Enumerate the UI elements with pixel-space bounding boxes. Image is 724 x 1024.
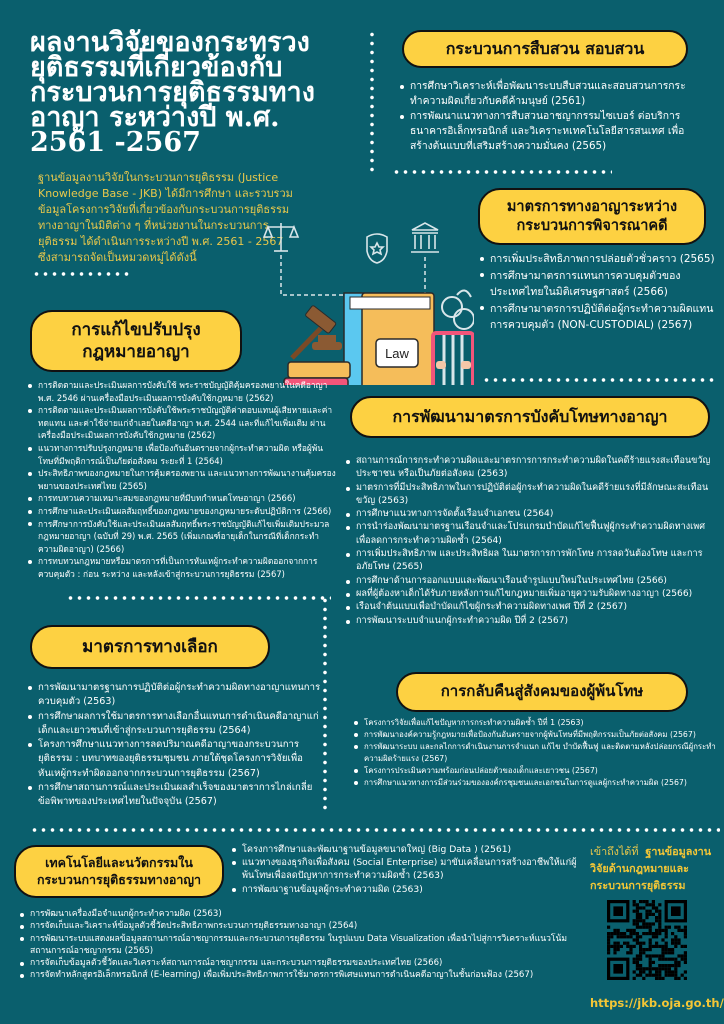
section-title: กฎหมายอาญา — [82, 342, 190, 362]
list-item: การเพิ่มประสิทธิภาพ และประสิทธิผล ในมาตรการการพักโทษ การลดวันต้องโทษ และการอภัยโทษ (2565) — [344, 548, 716, 575]
stacked-book — [288, 362, 350, 378]
title-line: อาญา ระหว่างปี พ.ศ. — [30, 102, 280, 133]
justice-illustration — [262, 215, 474, 385]
technology-list-top — [230, 843, 580, 896]
list-item: โครงการประเมินความพร้อมก่อนปล่อยตัวของเด็กและเยาวชน (2567) — [352, 765, 717, 777]
law-reform-list — [26, 379, 336, 581]
section-title: การแก้ไขปรับปรุง — [71, 319, 201, 340]
title-line: ผลงานวิจัยของกระทรวง — [30, 27, 310, 58]
law-label: Law — [385, 346, 409, 361]
list-item: การศึกษาแนวทางการมีส่วนร่วมขององค์กรชุมชนและเอกชนในการดูแลผู้กระทำความผิด (2567) — [352, 777, 717, 789]
list-item: การพัฒนาแนวทางการสืบสวนอาชญากรรมไซเบอร์ ต่อบริการธนาคารอิเล็กทรอนิกส์ และวิเคราะหเทคโนโลยีสารสนเทศ เพื่อสร้างต้นแบบที่เสริมสร้างความมั่นคง (2565) — [398, 109, 698, 154]
list-item: การจัดทำหลักสูตรอิเล็กทรอนิกส์ (E-learning) เพื่อเพิ่มประสิทธิภาพการใช้มาตรการพิเศษแทนการดำเนินคดีอาญาในชั้นก่อนฟ้อง (2567) — [18, 969, 578, 981]
sentencing-list — [344, 455, 716, 628]
section-title: การพัฒนามาตรการบังคับโทษทางอาญา — [392, 406, 668, 426]
list-item: การนำร่องพัฒนามาตรฐานเรือนจำและโปรแกรมบำบัดแก้ไขฟื้นฟูผู้กระทำความผิดทางเพศ เพื่อลดการกระทำความผิดซ้ำ (2564) — [344, 521, 716, 548]
title-line: ยุติธรรมที่เกี่ยวข้องกับ — [30, 52, 283, 83]
qr-code[interactable] — [607, 900, 689, 980]
investigation-list — [398, 79, 698, 154]
list-item: โครงการศึกษาแนวทางการลดปริมาณคดีอาญาของกระบวนการยุติธรรม : บทบาทของยุติธรรมชุมชน ภายใต้ชุดโครงการวิจัยเพื่อหันเหผู้กระทำผิดออกจากกระบวนการยุติธรรม (2567) — [26, 738, 321, 781]
section-title: กระบวนการพิจารณาคดี — [516, 217, 668, 234]
page-title — [30, 27, 350, 158]
trial-list — [478, 251, 718, 334]
section-title: มาตรการทางเลือก — [82, 636, 218, 657]
list-item: การศึกษาผลการใช้มาตรการทางเลือกอื่นแทนการดำเนินคดีอาญาแก่เด็กและเยาวชนที่เข้าสู่กระบวนการยุติธรรม (2564) — [26, 710, 321, 739]
list-item: โครงการศึกษาและพัฒนาฐานข้อมูลขนาดใหญ่ (Big Data ) (2561) — [230, 843, 580, 856]
section-header-technology — [14, 845, 224, 898]
list-item: การพัฒนาระบบแสดงผลข้อมูลสถานการณ์อาชญากรรมและกระบวนการยุติธรรม ในรูปแบบ Data Visualization เพื่อนำไปสู่การวิเคราะห์แนวโน้มสถานการณ์อาชญากรรม (2565) — [18, 933, 578, 958]
dotted-divider — [32, 272, 132, 276]
section-title: มาตรการทางอาญาระหว่าง — [506, 198, 678, 215]
list-item: การศึกษามาตรการปฏิบัติต่อผู้กระทำความผิดแทนการควบคุมตัว (NON-CUSTODIAL) (2567) — [478, 301, 718, 334]
section-header-law-reform — [30, 310, 242, 372]
title-line: 2561 -2567 — [30, 127, 201, 158]
list-item: แนวทางการปรับปรุงกฎหมาย เพื่อป้องกันอันตรายจากผู้กระทำความผิด หรือผู้พ้นโทษที่มีพฤติการณ์เป็นภัยต่อสังคม ระยะที่ 1 (2564) — [26, 442, 336, 467]
list-item: การศึกษาด้านการออกแบบและพัฒนาเรือนจำรูปแบบใหม่ในประเทศไทย (2566) — [344, 575, 716, 588]
title-line: กระบวนการยุติธรรมทาง — [30, 77, 315, 108]
reintegration-list — [352, 717, 717, 789]
list-item: การทบทวนความเหมาะสมของกฎหมายที่มีบทกำหนดโทษอาญา (2566) — [26, 492, 336, 505]
list-item: การทบทวนกฎหมายหรือมาตรการที่เป็นการหันเหผู้กระทำความผิดออกจากการควบคุมตัว : ก่อน ระหว่าง และหลังเข้าสู่กระบวนการยุติธรรม (2567) — [26, 555, 336, 580]
technology-list-bottom — [18, 908, 578, 982]
list-item: การพัฒนามาตรฐานการปฏิบัติต่อผู้กระทำความผิดทางอาญาแทนการควบคุมตัว (2563) — [26, 681, 321, 710]
list-item: ผลที่ผู้ต้องหาเด็กได้รับภายหลังการแก้ไขกฎหมายเพิ่มอายุความรับผิดทางอาญา (2566) — [344, 588, 716, 601]
list-item: การพัฒนาฐานข้อมูลผู้กระทำความผิด (2563) — [230, 883, 580, 896]
section-header-reintegration — [396, 672, 688, 712]
list-item: การจัดเก็บข้อมูลตัวชี้วัดและวิเคราะห์สถานการณ์อาชญากรรม และกระบวนการยุติธรรมของประเทศไทย (2566) — [18, 957, 578, 969]
dotted-divider — [370, 30, 374, 175]
courthouse-icon — [411, 223, 439, 252]
dotted-divider — [482, 378, 718, 382]
list-item: การพัฒนาเครื่องมือจำแนกผู้กระทำความผิด (2563) — [18, 908, 578, 920]
list-item: การศึกษาแนวทางการจัดตั้งเรือนจำเอกชน (2564) — [344, 508, 716, 521]
dotted-divider — [392, 170, 612, 174]
list-item: การศึกษาและประเมินผลสัมฤทธิ์ของกฎหมายของกฎหมายระดับปฏิบัติการ (2566) — [26, 505, 336, 518]
list-item: การศึกษามาตรการแทนการควบคุมตัวของประเทศไทยในมิติเศรษฐศาสตร์ (2566) — [478, 268, 718, 301]
list-item: โครงการวิจัยเพื่อแก้ไขปัญหาการกระทำความผิดซ้ำ ปีที่ 1 (2563) — [352, 717, 717, 729]
section-title: การกลับคืนสู่สังคมของผู้พ้นโทษ — [440, 682, 644, 701]
list-item: เรือนจำต้นแบบเพื่อบำบัดแก้ไขผู้กระทำความผิดทางเพศ ปีที่ 2 (2567) — [344, 601, 716, 614]
list-item: การศึกษาสถานการณ์และประเมินผลสำเร็จของมาตราการไกล่เกลี่ยข้อพิพาทของประเทศไทยในปัจจุบัน (2567) — [26, 781, 321, 810]
handcuffs-icon — [442, 290, 474, 329]
list-item: มาตรการที่มีประสิทธิภาพในการปฏิบัติต่อผู้กระทำความผิดในคดีร้ายแรงที่มีลักษณะสะเทือนขวัญ (2563) — [344, 482, 716, 509]
list-item: การศึกษาการบังคับใช้และประเมินผลสัมฤทธิ์พระราชบัญญัติแก้ไขเพิ่มเติมประมวลกฎหมายอาญา (ฉบับที่ 29) พ.ศ. 2565 (เพิ่มเกณฑ์อายุเด็กในกรณีที่เด็กกระทำความผิดอาญา) (2566) — [26, 518, 336, 556]
section-header-investigation — [402, 30, 688, 68]
intro-text: ฐานข้อมูลงานวิจัยในกระบวนการยุติธรรม (Justice Knowledge Base - JKB) ได้มีการศึกษา และรวบรวมข้อมูลโครงการวิจัยที่เกี่ยวข้องกับกระบวนการยุติธรรมทางอาญาในมิติต่าง ๆ ที่หน่วยงานในกระบวนการยุติธรรม ได้ดำเนินการระหว่างปี พ.ศ. 2561 - 2567 ซึ่งสามารถจัดเป็นหมวดหมู่ได้ดังนี้ — [38, 171, 293, 264]
dotted-divider — [323, 596, 327, 811]
list-item: การพัฒนาระบบ และกลไกการดำเนินงานการจำแนก แก้ไข บำบัดฟื้นฟู และติดตามหลังปล่อยกรณีผู้กระทำความผิดร้ายแรง (2567) — [352, 741, 717, 765]
scales-icon — [264, 223, 298, 251]
list-item: การติดตามและประเมินผลการบังคับใช้พระราชบัญญัติค่าตอบแทนผู้เสียหายและค่าทดแทน และค่าใช้จ่ายแก่จำเลยในคดีอาญา พ.ศ. 2544 และที่แก้ไขเพิ่มเติม ผ่านเครื่องมือประเมินผลการบังคับใช้กฎหมาย (2562) — [26, 404, 336, 442]
section-header-sentencing — [350, 396, 710, 438]
list-item: แนวทางของธุรกิจเพื่อสังคม (Social Enterprise) มาขับเคลื่อนการสร้างอาชีพให้แก่ผู้พ้นโทษเพื่อลดปัญหาการกระทำความผิดซ้ำ (2563) — [230, 856, 580, 882]
section-header-alternatives — [30, 625, 270, 669]
list-item: การติดตามและประเมินผลการบังคับใช้ พระราชบัญญัติคุ้มครองพยานในคดีอาญา พ.ศ. 2546 ผ่านเครื่องมือประเมินผลการบังคับใช้กฎหมาย (2562) — [26, 379, 336, 404]
list-item: การจัดเก็บและวิเคราะห์ข้อมูลตัวชี้วัดประสิทธิภาพกระบวนการยุติธรรมทางอาญา (2564) — [18, 920, 578, 932]
list-item: สถานการณ์การกระทำความผิดและมาตรการการกระทำความผิดในคดีร้ายแรงสะเทือนขวัญประชาชน หรือเป็นภัยต่อสังคม (2563) — [344, 455, 716, 482]
list-item: การพัฒนาองค์ความรู้กฎหมายเพื่อป้องกันอันตรายจากผู้พ้นโทษที่มีพฤติกรรมเป็นภัยต่อสังคม (2567) — [352, 729, 717, 741]
list-item: ประสิทธิภาพของกฎหมายในการคุ้มครองพยาน และแนวทางการพัฒนางานคุ้มครองพยานของประเทศไทย (2565) — [26, 467, 336, 492]
section-title: เทคโนโลยีและนวัตกรรมใน — [45, 855, 193, 871]
dotted-divider — [30, 828, 720, 832]
gavel-icon — [292, 305, 342, 358]
list-item: การพัฒนาระบบจำแนกผู้กระทำความผิด ปีที่ 2 (2567) — [344, 615, 716, 628]
section-header-trial — [478, 188, 706, 245]
access-url[interactable]: https://jkb.oja.go.th/ — [590, 996, 724, 1010]
access-prefix: เข้าถึงได้ที่ — [590, 845, 639, 858]
list-item: การเพิ่มประสิทธิภาพการปล่อยตัวชั่วคราว (2565) — [478, 251, 718, 268]
access-info — [590, 843, 720, 894]
dotted-divider — [66, 596, 331, 600]
police-badge-icon — [367, 234, 387, 263]
access-database-name: ฐานข้อมูลงานวิจัยด้านกฎหมายและกระบวนการยุติธรรม — [590, 845, 712, 892]
alternatives-list — [26, 681, 321, 810]
list-item: การศึกษาวิเคราะห์เพื่อพัฒนาระบบสืบสวนและสอบสวนการกระทำความผิดเกี่ยวกับคดีค้ามนุษย์ (2561) — [398, 79, 698, 109]
section-title: กระบวนการสืบสวน สอบสวน — [445, 38, 645, 58]
section-title: กระบวนการยุติธรรมทางอาญา — [36, 871, 202, 887]
